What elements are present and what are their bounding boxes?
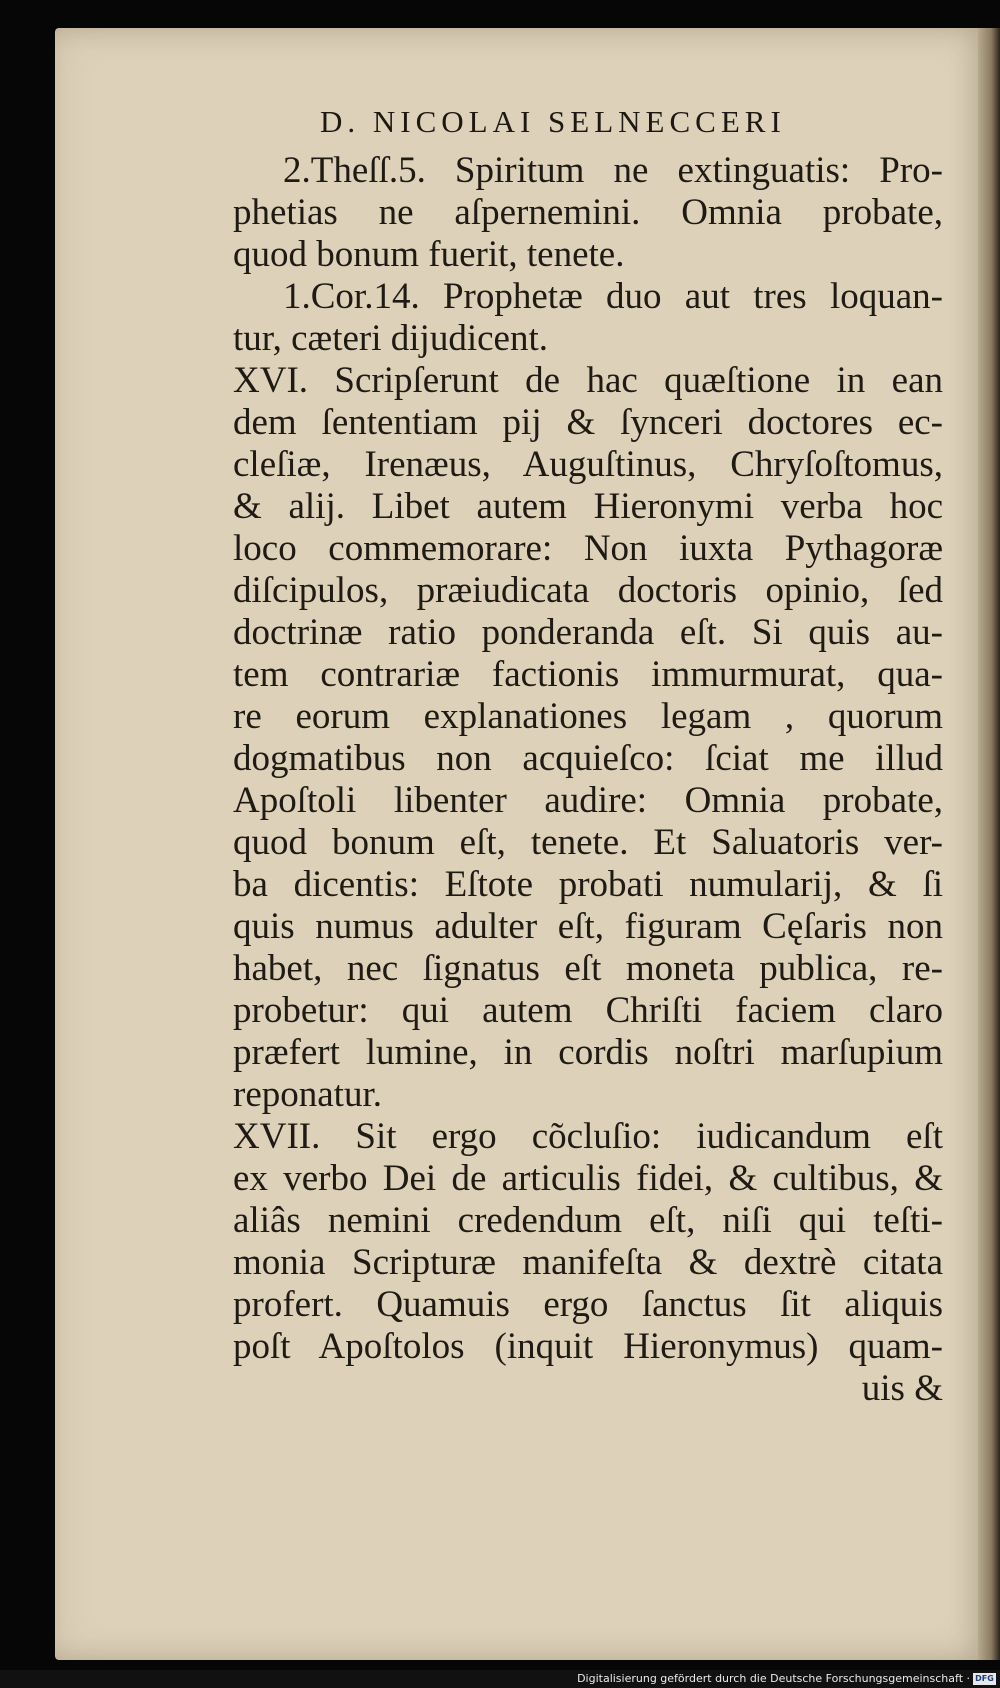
text-line: 1.Cor.14. Prophetæ duo aut tres loquan-	[283, 276, 943, 317]
text-line: ex verbo Dei de articulis fidei, & cultibus, &	[233, 1158, 943, 1199]
text-line: XVII. Sit ergo cõcluſio: iudicandum eſt	[233, 1116, 943, 1157]
text-line: doctrinæ ratio ponderanda eſt. Si quis au-	[233, 612, 943, 653]
funding-credit: Digitalisierung gefördert durch die Deutsche Forschungsgemeinschaft ·	[577, 1672, 970, 1685]
text-line: profert. Quamuis ergo ſanctus ſit aliquis	[233, 1284, 943, 1325]
text-line: probetur: qui autem Chriſti faciem claro	[233, 990, 943, 1031]
text-line: monia Scripturæ manifeſta & dextrè citata	[233, 1242, 943, 1283]
text-line: tur, cæteri dijudicent.	[233, 318, 548, 359]
text-line: cleſiæ, Irenæus, Auguſtinus, Chryſoſtomus,	[233, 444, 943, 485]
text-line: 2.Theſſ.5. Spiritum ne extinguatis: Pro-	[283, 150, 943, 191]
catchword: uis &	[861, 1368, 943, 1409]
text-line: quod bonum fuerit, tenete.	[233, 234, 625, 275]
footer-bar	[0, 1670, 1000, 1688]
text-line: quod bonum eſt, tenete. Et Saluatoris ver-	[233, 822, 943, 863]
text-line: & alij. Libet autem Hieronymi verba hoc	[233, 486, 943, 527]
text-line: reponatur.	[233, 1074, 382, 1115]
text-line: diſcipulos, præiudicata doctoris opinio, ſed	[233, 570, 943, 611]
text-line: dogmatibus non acquieſco: ſciat me illud	[233, 738, 943, 779]
body-text	[233, 150, 943, 1410]
text-line: Apoſtoli libenter audire: Omnia probate,	[233, 780, 943, 821]
dfg-logo: DFG	[973, 1673, 996, 1685]
text-line: XVI. Scripſerunt de hac quæſtione in ean	[233, 360, 943, 401]
text-line: dem ſententiam pij & ſynceri doctores ec-	[233, 402, 943, 443]
text-line: quis numus adulter eſt, figuram Cęſaris non	[233, 906, 943, 947]
text-line: loco commemorare: Non iuxta Pythagoræ	[233, 528, 943, 569]
running-head: D. NICOLAI SELNECCERI	[320, 104, 786, 139]
text-line: præfert lumine, in cordis noſtri marſupium	[233, 1032, 943, 1073]
text-line: tem contrariæ factionis immurmurat, qua-	[233, 654, 943, 695]
text-line: phetias ne aſpernemini. Omnia probate,	[233, 192, 943, 233]
page-edge	[978, 28, 1000, 1660]
text-line: re eorum explanationes legam , quorum	[233, 696, 943, 737]
text-line: ba dicentis: Eſtote probati numularij, & ſi	[233, 864, 943, 905]
text-line: aliâs nemini credendum eſt, niſi qui teſti-	[233, 1200, 943, 1241]
text-line: poſt Apoſtolos (inquit Hieronymus) quam-	[233, 1326, 943, 1367]
text-line: habet, nec ſignatus eſt moneta publica, re-	[233, 948, 943, 989]
